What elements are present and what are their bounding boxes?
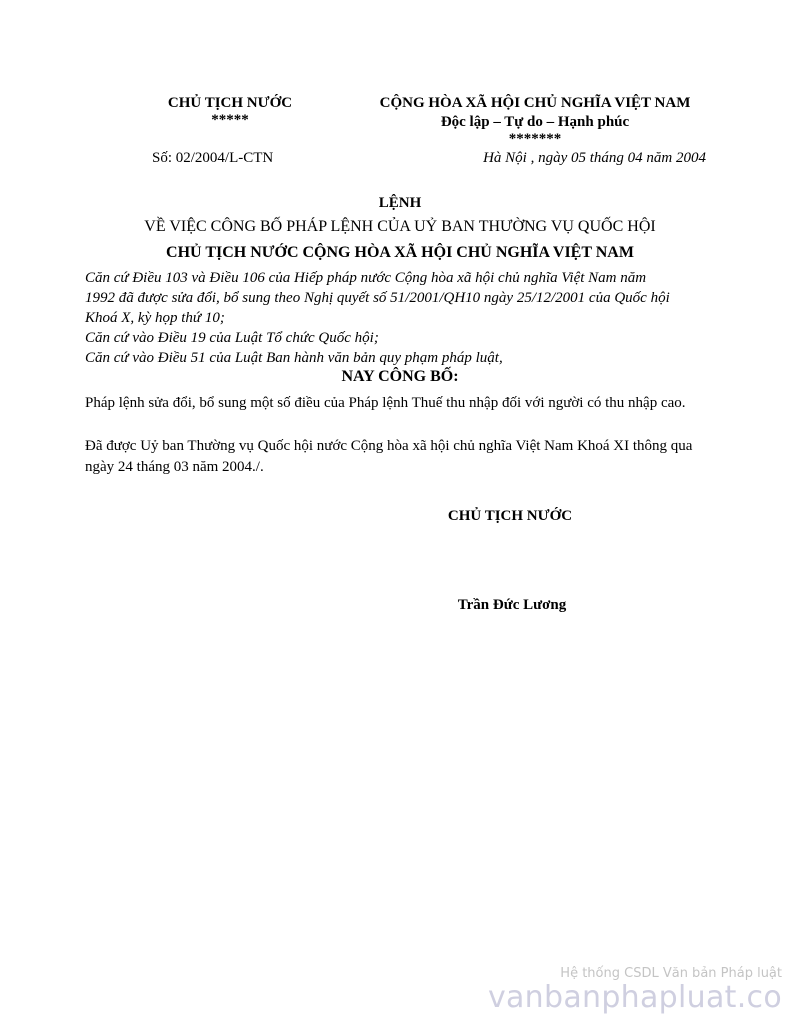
issuer-label: CHỦ TỊCH NƯỚC bbox=[167, 95, 293, 111]
ground-line: Căn cứ vào Điều 51 của Luật Ban hành văn bản quy phạm pháp luật, bbox=[85, 350, 503, 366]
authority-heading: CHỦ TỊCH NƯỚC CỘNG HÒA XÃ HỘI CHỦ NGHĨA VIỆT NAM bbox=[166, 244, 634, 261]
date-line: Hà Nội , ngày 05 tháng 04 năm 2004 bbox=[483, 150, 706, 166]
ground-line: Căn cứ Điều 103 và Điều 106 của Hiếp pháp nước Cộng hòa xã hội chủ nghĩa Việt Nam năm bbox=[85, 270, 647, 286]
signature-name: Trần Đức Lương bbox=[457, 597, 567, 613]
nation-heading: CỘNG HÒA XÃ HỘI CHỦ NGHĨA VIỆT NAM bbox=[379, 95, 691, 111]
ground-line: Căn cứ vào Điều 19 của Luật Tổ chức Quốc hội; bbox=[85, 330, 379, 346]
legal-grounds bbox=[85, 268, 725, 368]
body-paragraph: Đã được Uỷ ban Thường vụ Quốc hội nước Cộng hòa xã hội chủ nghĩa Việt Nam Khoá XI thông qua ngày 24 tháng 03 năm 2004./. bbox=[85, 438, 693, 475]
issuer-stars: ***** bbox=[211, 112, 249, 128]
document-number: Số: 02/2004/L-CTN bbox=[152, 150, 274, 166]
watermark-site: vanbanphapluat.co bbox=[487, 980, 782, 1015]
document-title: LỆNH bbox=[378, 195, 422, 211]
motto-stars: ******* bbox=[508, 131, 562, 147]
signature-title: CHỦ TỊCH NƯỚC bbox=[447, 508, 573, 524]
watermark-caption: Hệ thống CSDL Văn bản Pháp luật bbox=[560, 966, 782, 981]
proclaim-heading: NAY CÔNG BỐ: bbox=[341, 368, 459, 385]
document-subtitle: VỀ VIỆC CÔNG BỐ PHÁP LỆNH CỦA UỶ BAN THƯỜNG VỤ QUỐC HỘI bbox=[144, 218, 656, 235]
body-paragraph: Pháp lệnh sửa đổi, bổ sung một số điều của Pháp lệnh Thuế thu nhập đối với người có thu nhập cao. bbox=[85, 395, 686, 411]
ground-line: Khoá X, kỳ họp thứ 10; bbox=[85, 310, 225, 326]
ground-line: 1992 đã được sửa đổi, bổ sung theo Nghị quyết số 51/2001/QH10 ngày 25/12/2001 của Quốc hội bbox=[85, 290, 670, 306]
motto: Độc lập – Tự do – Hạnh phúc bbox=[440, 114, 630, 130]
